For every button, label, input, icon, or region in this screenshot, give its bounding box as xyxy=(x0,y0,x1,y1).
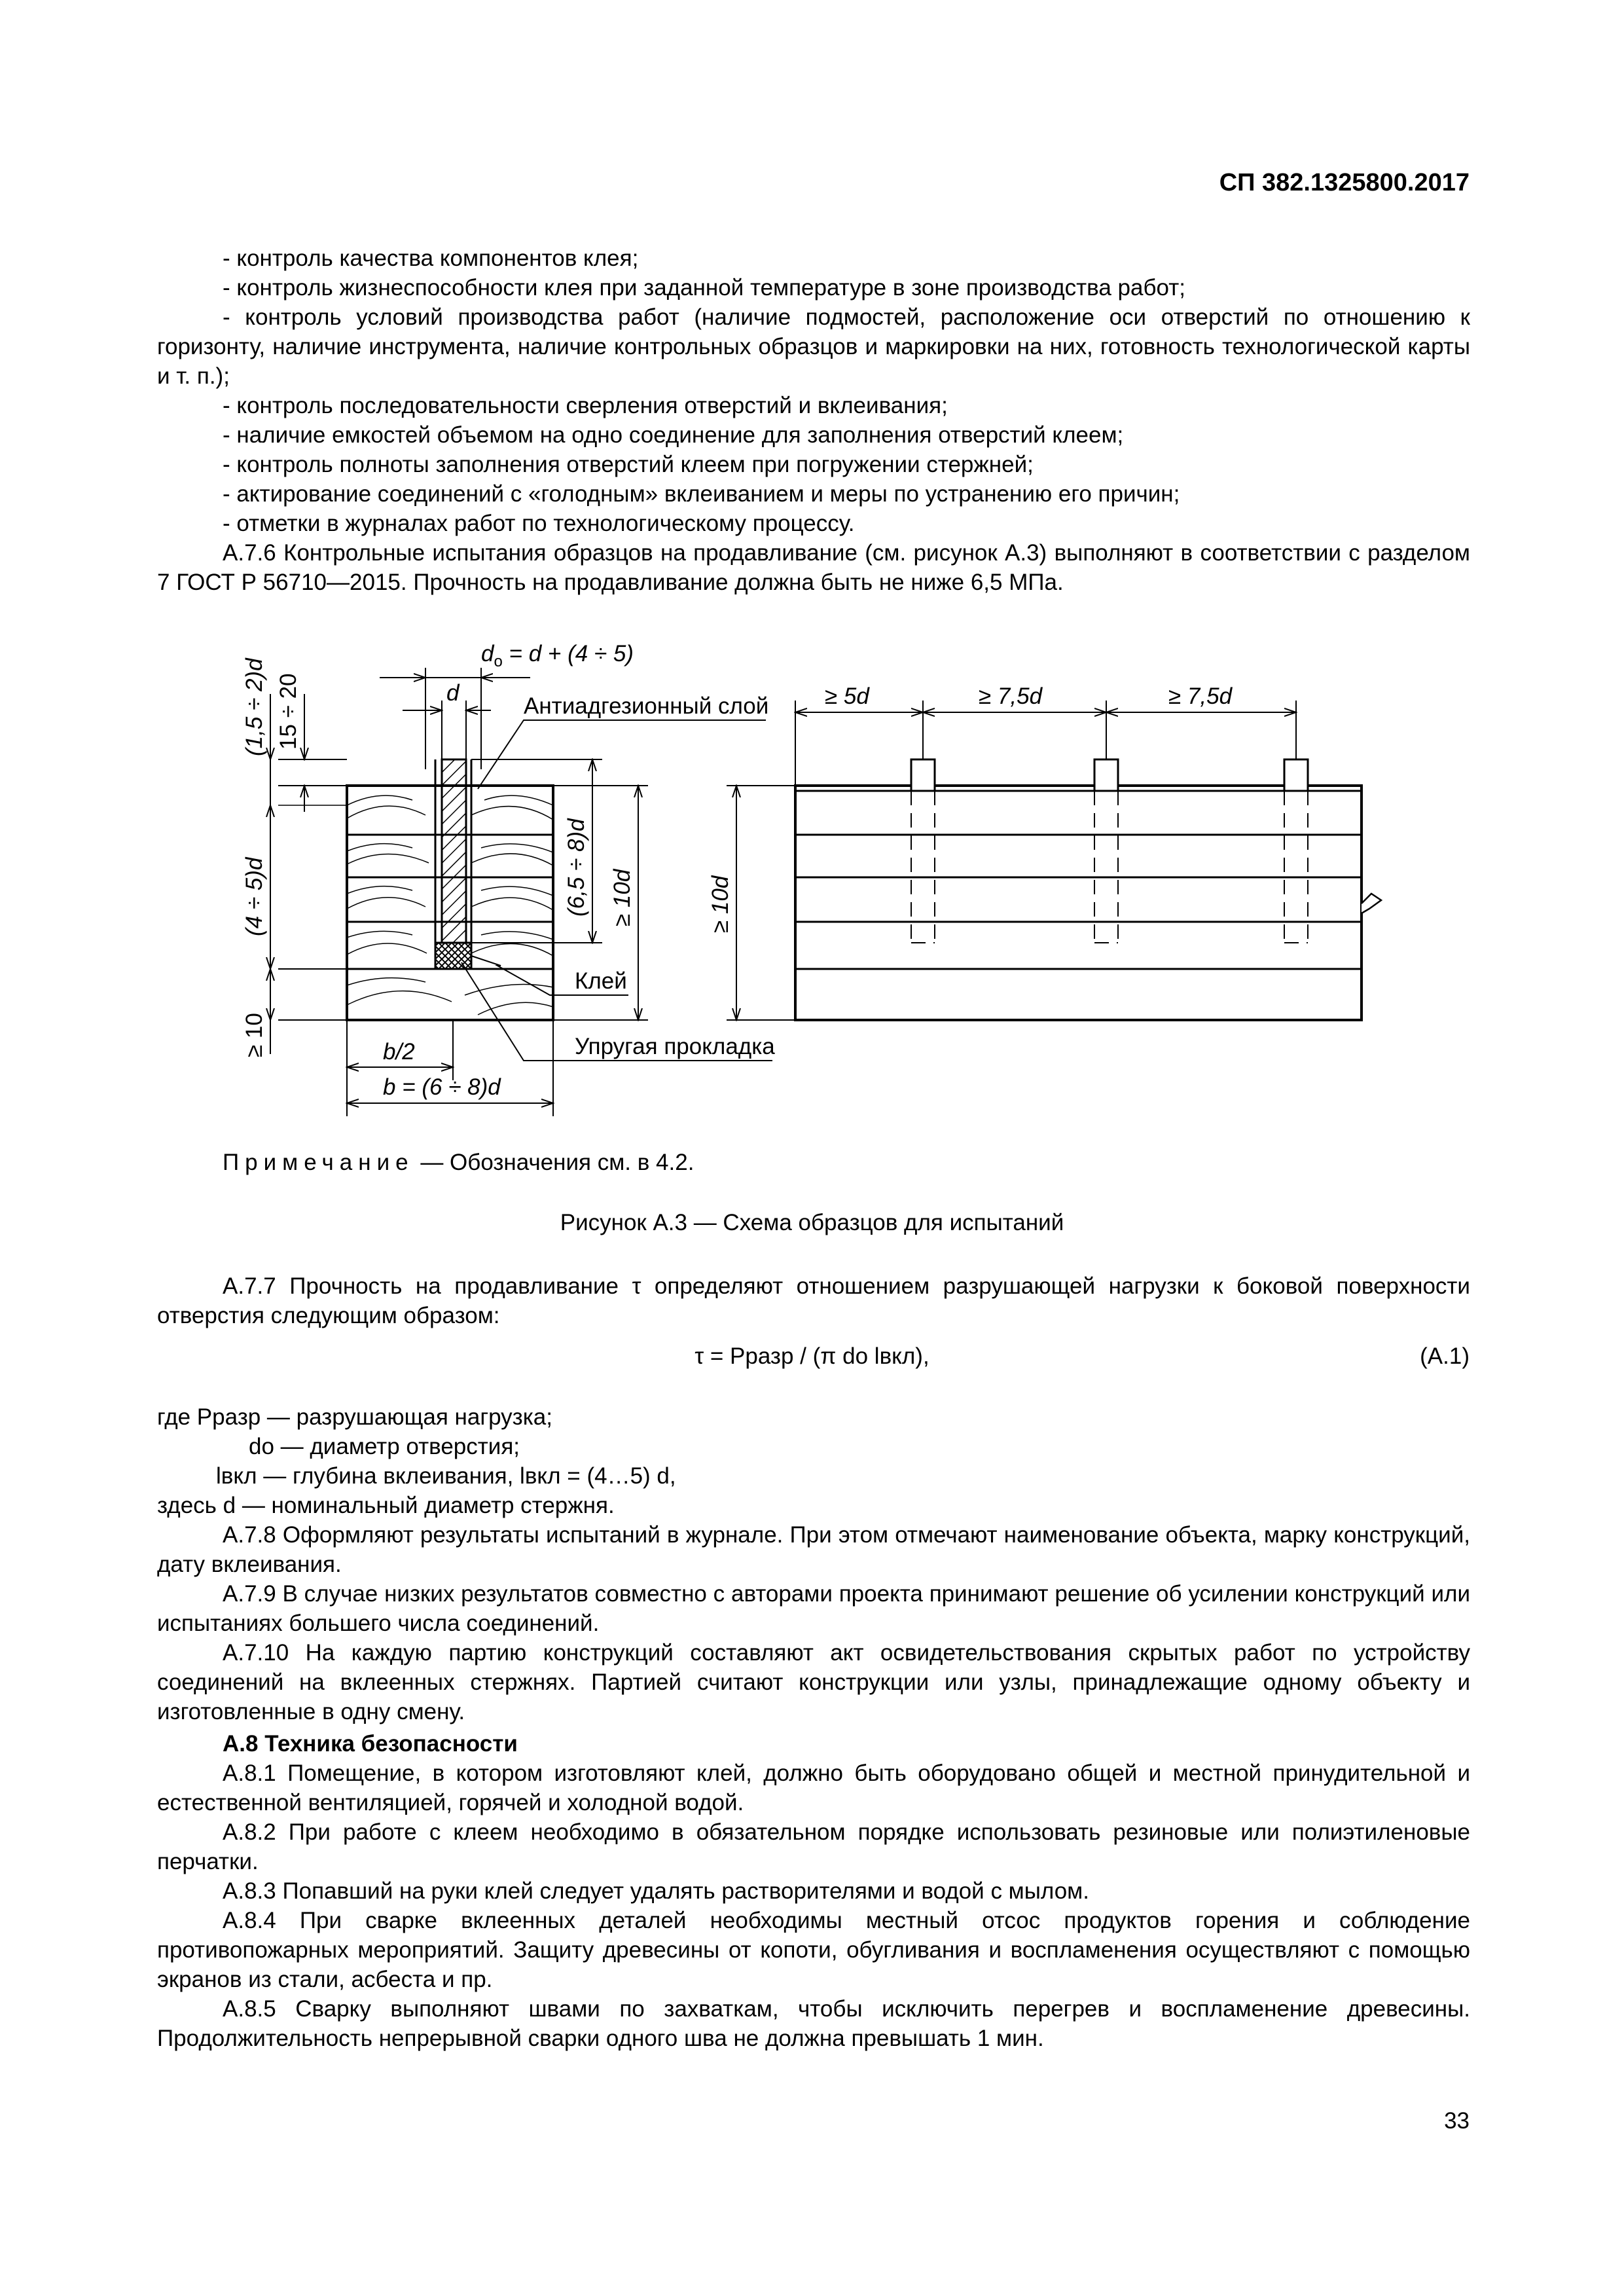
glue-label: Клей xyxy=(575,968,627,994)
dim-ge75d-2: ≥ 7,5d xyxy=(1168,683,1233,709)
b-half-label: b/2 xyxy=(383,1039,415,1065)
body-section xyxy=(157,1402,1470,2053)
antiadhesion-label: Антиадгезионный слой xyxy=(524,693,769,719)
dim-ge10: ≥ 10 xyxy=(242,1013,267,1057)
list-item: - контроль жизнеспособности клея при заданной температуре в зоне производства работ; xyxy=(223,275,1185,301)
legend-line: где Pразр — разрушающая нагрузка; xyxy=(157,1404,552,1430)
list-item: - контроль условий производства работ (наличие подмостей, расположение оси отверстий по отношению к горизонту, наличие инструмента, наличие контрольных образцов и маркировки на них, готовность технологической карты и т. п.); xyxy=(157,304,1470,389)
right-specimen xyxy=(795,759,1381,1020)
paragraph-a77: А.7.7 Прочность на продавливание τ определяют отношением разрушающей нагрузки к боковой поверхности отверстия следующим образом: xyxy=(157,1273,1470,1328)
dim-65-8d: (6,5 ÷ 8)d xyxy=(564,818,589,917)
list-item: - отметки в журналах работ по технологическому процессу. xyxy=(223,511,855,536)
paragraph: А.8.3 Попавший на руки клей следует удалять растворителями и водой с мылом. xyxy=(223,1878,1089,1904)
list-item: - наличие емкостей объемом на одно соединение для заполнения отверстий клеем; xyxy=(223,422,1124,448)
figure-note xyxy=(223,1150,694,1176)
list-item: - контроль последовательности сверления отверстий и вклеивания; xyxy=(223,393,948,418)
note-label: Примечание xyxy=(223,1150,414,1175)
list-item: - контроль качества компонентов клея; xyxy=(223,246,639,271)
legend-line: здесь d — номинальный диаметр стержня. xyxy=(157,1493,615,1518)
dim-15-20: 15 ÷ 20 xyxy=(276,673,301,750)
paragraph: А.7.10 На каждую партию конструкций составляют акт освидетельствования скрытых работ по устройству соединений на вклеенных стержнях. Партией считают конструкции или узлы, принадлежащие одному объекту и изготовленные в одну смену. xyxy=(157,1640,1470,1724)
figure-drawing xyxy=(183,629,1453,1139)
figure-a3 xyxy=(183,629,1453,1139)
paragraph: А.8.2 При работе с клеем необходимо в обязательном порядке использовать резиновые или полиэтиленовые перчатки. xyxy=(157,1819,1470,1874)
dim-4-5d: (4 ÷ 5)d xyxy=(242,857,267,936)
left-specimen xyxy=(347,759,553,1020)
figure-caption: Рисунок А.3 — Схема образцов для испытаний xyxy=(560,1210,1064,1235)
left-labels xyxy=(242,641,775,1100)
right-dimensions xyxy=(727,701,1296,1020)
b-full-label: b = (6 ÷ 8)d xyxy=(383,1074,501,1100)
list-item: - контроль полноты заполнения отверстий клеем при погружении стержней; xyxy=(223,452,1034,477)
intro-section xyxy=(157,244,1470,597)
dim-ge10d-right: ≥ 10d xyxy=(708,875,733,933)
dim-ge10d-left: ≥ 10d xyxy=(609,869,635,926)
paragraph: А.8.4 При сварке вклеенных деталей необходимы местный отсос продуктов горения и соблюдение противопожарных мероприятий. Защиту древесины от копоти, обугливания и воспламенения осуществляют с помощью экранов из стали, асбеста и пр. xyxy=(157,1908,1470,1992)
paragraph: А.7.9 В случае низких результатов совместно с авторами проекта принимают решение об усилении конструкций или испытаниях большего числа соединений. xyxy=(157,1581,1470,1636)
elastic-pad-label: Упругая прокладка xyxy=(575,1034,775,1059)
document-code: СП 382.1325800.2017 xyxy=(1219,169,1470,196)
formula-a1: τ = Pразр / (π do lвкл), xyxy=(695,1343,929,1369)
dim-15-2d: (1,5 ÷ 2)d xyxy=(242,658,267,756)
paragraph: А.8.1 Помещение, в котором изготовляют клей, должно быть оборудовано общей и местной принудительной и естественной вентиляцией, горячей и холодной водой. xyxy=(157,1760,1470,1815)
formula-number: (А.1) xyxy=(1420,1343,1470,1369)
dim-ge5d: ≥ 5d xyxy=(825,683,869,709)
d-label: d xyxy=(446,680,460,706)
paragraph: А.7.8 Оформляют результаты испытаний в журнале. При этом отмечают наименование объекта, марку конструкций, дату вклеивания. xyxy=(157,1522,1470,1577)
do-label: $d_o = d + (4 \div 5)$ xyxy=(481,641,634,670)
paragraph-a77-block xyxy=(157,1271,1470,1330)
legend-line: do — диаметр отверстия; xyxy=(249,1434,520,1459)
page-number: 33 xyxy=(1444,2108,1470,2134)
right-labels xyxy=(708,683,1233,933)
legend-line: lвкл — глубина вклеивания, lвкл = (4…5) d, xyxy=(216,1463,676,1489)
list-item: - актирование соединений с «голодным» вклеиванием и меры по устранению его причин; xyxy=(223,481,1180,507)
paragraph: А.8.5 Сварку выполняют швами по захваткам, чтобы исключить перегрев и воспламенение древесины. Продолжительность непрерывной сварки одного шва не должна превышать 1 мин. xyxy=(157,1996,1470,2051)
section-heading: А.8 Техника безопасности xyxy=(223,1731,518,1757)
paragraph-a76: А.7.6 Контрольные испытания образцов на продавливание (см. рисунок А.3) выполняют в соответствии с разделом 7 ГОСТ Р 56710—2015. Прочность на продавливание должна быть не ниже 6,5 МПа. xyxy=(157,540,1470,595)
dim-ge75d-1: ≥ 7,5d xyxy=(979,683,1043,709)
note-text: — Обозначения см. в 4.2. xyxy=(414,1150,695,1175)
